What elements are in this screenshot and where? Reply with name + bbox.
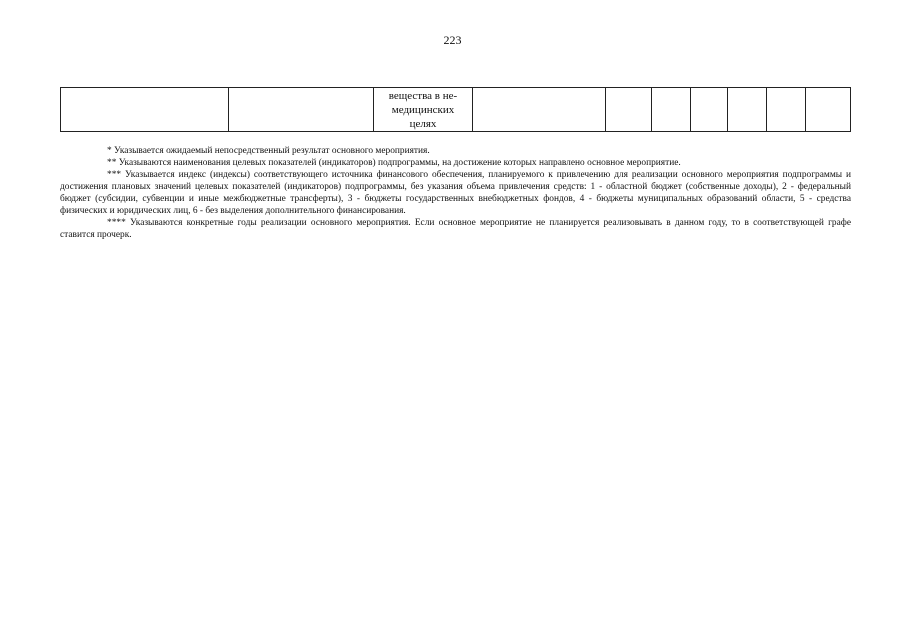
table-cell [690,88,728,132]
footnote-3: *** Указывается индекс (индексы) соответствующего источника финансового обеспечения, планируемого к привлечению для реализации основного мероприятия подпрограммы и достижения плановых значений целевых показателей (индикаторов) подпрограммы, без указания объема привлечения средств: 1 - областной бюджет (собственные доходы), 2 - федеральный бюджет (субсидии, субвенции и иные межбюджетные трансферты), 3 - бюджеты государственных внебюджетных фондов, 4 - бюджеты муниципальных образований области, 5 - средства физических и юридических лиц, 6 - без выделения дополнительного финансирования. [60,170,851,216]
footnote-1: * Указывается ожидаемый непосредственный результат основного мероприятия. [107,146,430,156]
table-cell [651,88,690,132]
table-cell [766,88,806,132]
footnote-4: **** Указываются конкретные годы реализации основного мероприятия. Если основное мероприятие не планируется реализовывать в данном году, то в соответствующей графе ставится прочерк. [60,218,851,240]
table-cell [61,88,229,132]
page-number: 223 [443,33,462,47]
table-cell [606,88,652,132]
footnotes [60,145,851,241]
table-cell [728,88,767,132]
table-row [61,88,851,132]
table-cell-measure: вещества в не- медицинских целях [373,88,473,132]
continuation-table [60,87,851,132]
table-cell [473,88,606,132]
footnote-2: ** Указываются наименования целевых показателей (индикаторов) подпрограммы, на достижение которых направлено основное мероприятие. [107,158,681,168]
table-cell [806,88,851,132]
table-cell [228,88,373,132]
